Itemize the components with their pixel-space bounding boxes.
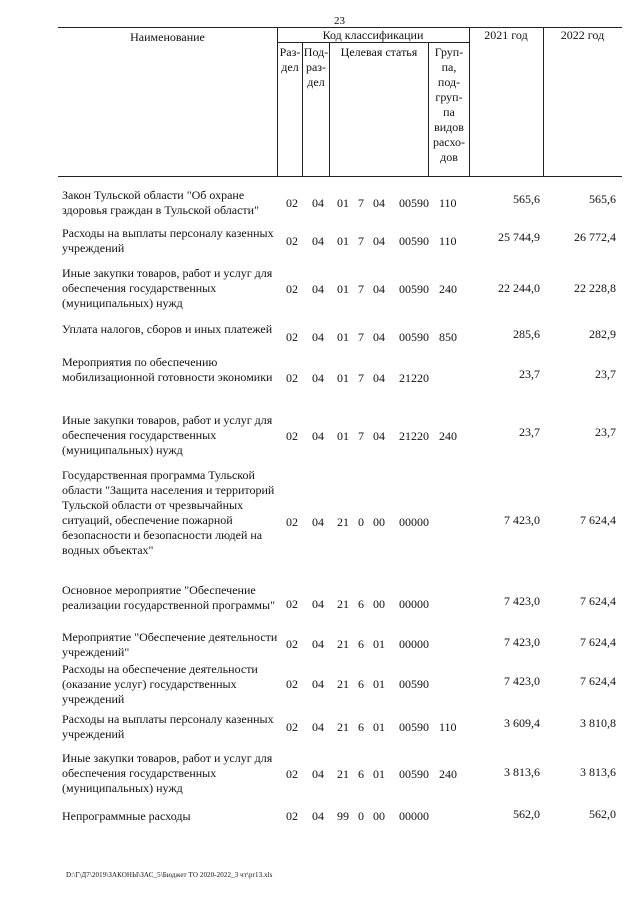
row-podrazdel: 04: [312, 720, 324, 734]
row-razdel: 02: [286, 637, 298, 651]
row-value-2021: 7 423,0: [504, 635, 540, 649]
row-podrazdel: 04: [312, 809, 324, 823]
row-podrazdel: 04: [312, 330, 324, 344]
row-direction: 00000: [399, 597, 429, 611]
row-subprogram: 0: [358, 809, 364, 823]
row-direction: 00000: [399, 809, 429, 823]
row-podrazdel: 04: [312, 677, 324, 691]
row-expense-type: 850: [439, 330, 457, 344]
row-podrazdel: 04: [312, 429, 324, 443]
row-name: Расходы на выплаты персоналу казенных учреждений: [62, 712, 274, 741]
row-value-2022: 7 624,4: [580, 674, 616, 688]
row-subprogram: 6: [358, 720, 364, 734]
row-program: 01: [337, 196, 349, 210]
row-main-event: 04: [373, 282, 385, 296]
file-path-footer: D:\Г\Д7\2019\ЗАКОНЫ\ЗАС_5\Бюджет ТО 2020-2022_3 чт\pr13.xls: [66, 871, 273, 879]
row-razdel: 02: [286, 234, 298, 248]
row-value-2022: 7 624,4: [580, 594, 616, 608]
row-subprogram: 6: [358, 677, 364, 691]
row-value-2021: 3 813,6: [504, 765, 540, 779]
row-program: 01: [337, 282, 349, 296]
row-program: 01: [337, 234, 349, 248]
row-value-2021: 7 423,0: [504, 594, 540, 608]
row-main-event: 04: [373, 371, 385, 385]
row-razdel: 02: [286, 809, 298, 823]
header-target-article: Целевая статья: [340, 45, 418, 59]
page-number: 23: [334, 15, 345, 27]
row-direction: 00000: [399, 637, 429, 651]
header-year-2022: 2022 год: [560, 28, 605, 42]
row-main-event: 01: [373, 677, 385, 691]
row-main-event: 01: [373, 720, 385, 734]
row-direction: 21220: [399, 429, 429, 443]
row-podrazdel: 04: [312, 196, 324, 210]
header-name: Наименование: [130, 30, 205, 44]
row-main-event: 04: [373, 196, 385, 210]
row-subprogram: 6: [358, 597, 364, 611]
row-razdel: 02: [286, 429, 298, 443]
row-value-2022: 26 772,4: [574, 230, 616, 244]
row-program: 21: [337, 677, 349, 691]
row-value-2021: 23,7: [519, 425, 540, 439]
row-direction: 00590: [399, 282, 429, 296]
row-razdel: 02: [286, 677, 298, 691]
row-expense-type: 240: [439, 282, 457, 296]
row-value-2022: 282,9: [589, 327, 616, 341]
row-subprogram: 7: [358, 371, 364, 385]
row-value-2022: 3 813,6: [580, 765, 616, 779]
row-direction: 00000: [399, 515, 429, 529]
row-value-2022: 22 228,8: [574, 281, 616, 295]
row-expense-type: 110: [439, 234, 457, 248]
row-value-2021: 7 423,0: [504, 513, 540, 527]
row-podrazdel: 04: [312, 371, 324, 385]
row-razdel: 02: [286, 597, 298, 611]
row-direction: 00590: [399, 234, 429, 248]
row-name: Иные закупки товаров, работ и услуг для обеспечения государственных (муниципальных) нужд: [62, 266, 273, 310]
row-razdel: 02: [286, 720, 298, 734]
row-direction: 00590: [399, 330, 429, 344]
header-expense-group: Груп- па, под- груп- па видов расхо- дов: [432, 45, 466, 164]
row-program: 01: [337, 371, 349, 385]
row-value-2022: 3 810,8: [580, 716, 616, 730]
row-expense-type: 110: [439, 720, 457, 734]
row-direction: 21220: [399, 371, 429, 385]
row-razdel: 02: [286, 767, 298, 781]
row-value-2021: 23,7: [519, 367, 540, 381]
row-main-event: 00: [373, 515, 385, 529]
row-value-2021: 22 244,0: [498, 281, 540, 295]
row-direction: 00590: [399, 767, 429, 781]
row-program: 01: [337, 429, 349, 443]
row-value-2021: 25 744,9: [498, 230, 540, 244]
row-value-2022: 562,0: [589, 807, 616, 821]
header-razdel: Раз- дел: [279, 45, 301, 74]
row-subprogram: 6: [358, 637, 364, 651]
row-program: 99: [337, 809, 349, 823]
row-main-event: 00: [373, 809, 385, 823]
row-podrazdel: 04: [312, 767, 324, 781]
header-podrazdel: Под- раз- дел: [303, 45, 329, 89]
row-value-2021: 3 609,4: [504, 716, 540, 730]
row-name: Расходы на обеспечение деятельности (оказание услуг) государственных учреждений: [62, 662, 258, 706]
row-subprogram: 7: [358, 282, 364, 296]
row-direction: 00590: [399, 196, 429, 210]
row-name: Государственная программа Тульской области "Защита населения и территорий Тульской области от чрезвычайных ситуаций, обеспечение пожарной безопасности и безопасности людей на водных объектах": [62, 468, 275, 557]
row-name: Иные закупки товаров, работ и услуг для обеспечения государственных (муниципальных) нужд: [62, 751, 273, 795]
row-razdel: 02: [286, 371, 298, 385]
row-subprogram: 7: [358, 234, 364, 248]
row-value-2022: 23,7: [595, 367, 616, 381]
row-subprogram: 0: [358, 515, 364, 529]
row-subprogram: 7: [358, 429, 364, 443]
row-razdel: 02: [286, 196, 298, 210]
row-razdel: 02: [286, 515, 298, 529]
row-name: Уплата налогов, сборов и иных платежей: [62, 322, 273, 336]
row-razdel: 02: [286, 330, 298, 344]
row-program: 21: [337, 597, 349, 611]
row-podrazdel: 04: [312, 234, 324, 248]
row-expense-type: 240: [439, 429, 457, 443]
row-main-event: 04: [373, 330, 385, 344]
row-program: 21: [337, 515, 349, 529]
row-name: Непрограммные расходы: [62, 809, 191, 823]
row-direction: 00590: [399, 677, 429, 691]
row-value-2021: 565,6: [513, 192, 540, 206]
row-razdel: 02: [286, 282, 298, 296]
row-main-event: 01: [373, 767, 385, 781]
header-code-group: Код классификации: [322, 28, 424, 42]
row-expense-type: 240: [439, 767, 457, 781]
row-value-2022: 23,7: [595, 425, 616, 439]
row-program: 21: [337, 637, 349, 651]
row-value-2022: 7 624,4: [580, 513, 616, 527]
row-podrazdel: 04: [312, 597, 324, 611]
row-value-2021: 7 423,0: [504, 674, 540, 688]
row-podrazdel: 04: [312, 515, 324, 529]
row-value-2022: 7 624,4: [580, 635, 616, 649]
row-main-event: 04: [373, 429, 385, 443]
row-name: Иные закупки товаров, работ и услуг для обеспечения государственных (муниципальных) нужд: [62, 413, 273, 457]
row-subprogram: 6: [358, 767, 364, 781]
row-name: Мероприятие "Обеспечение деятельности учреждений": [62, 630, 278, 659]
row-main-event: 00: [373, 597, 385, 611]
row-subprogram: 7: [358, 196, 364, 210]
row-main-event: 04: [373, 234, 385, 248]
row-subprogram: 7: [358, 330, 364, 344]
row-direction: 00590: [399, 720, 429, 734]
row-podrazdel: 04: [312, 637, 324, 651]
row-value-2021: 285,6: [513, 327, 540, 341]
row-name: Основное мероприятие "Обеспечение реализации государственной программы": [62, 583, 275, 612]
row-value-2022: 565,6: [589, 192, 616, 206]
row-name: Закон Тульской области "Об охране здоровья граждан в Тульской области": [62, 188, 259, 217]
row-value-2021: 562,0: [513, 807, 540, 821]
row-podrazdel: 04: [312, 282, 324, 296]
row-program: 21: [337, 720, 349, 734]
row-program: 21: [337, 767, 349, 781]
row-name: Мероприятия по обеспечению мобилизационной готовности экономики: [62, 355, 273, 384]
row-expense-type: 110: [439, 196, 457, 210]
header-year-2021: 2021 год: [484, 28, 528, 42]
row-program: 01: [337, 330, 349, 344]
row-main-event: 01: [373, 637, 385, 651]
row-name: Расходы на выплаты персоналу казенных учреждений: [62, 226, 274, 255]
